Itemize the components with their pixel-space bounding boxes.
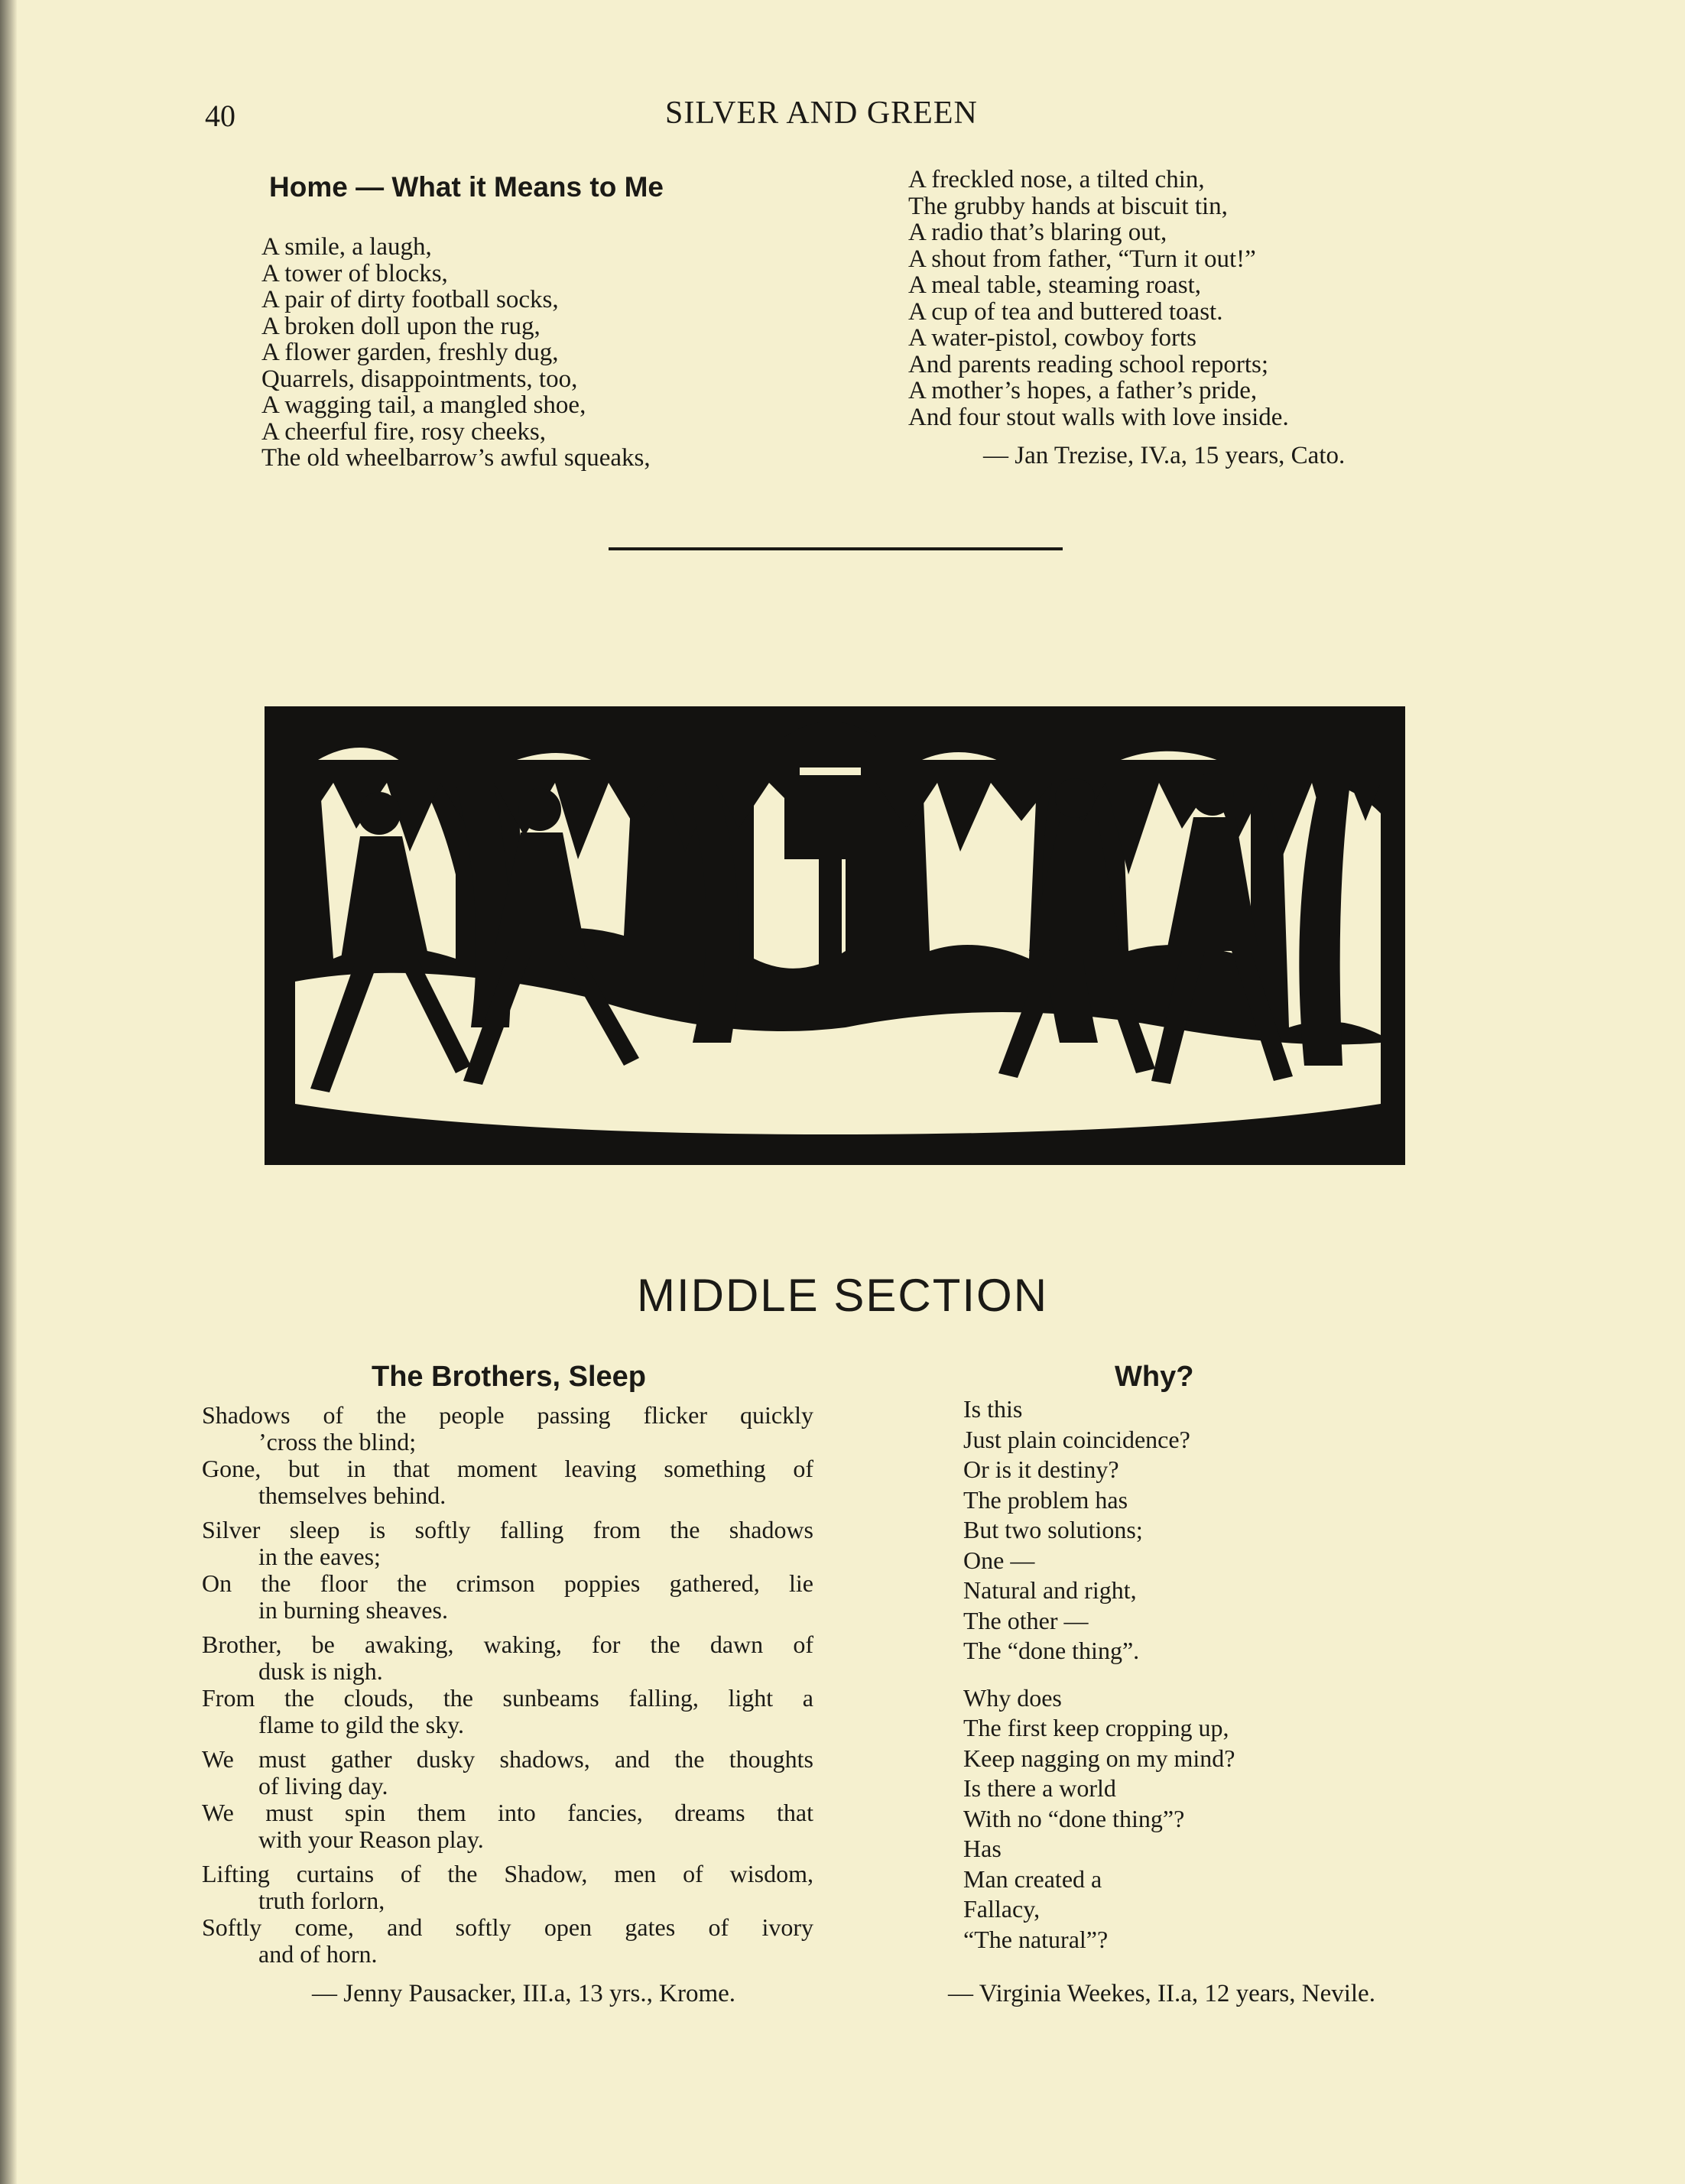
why-poem-byline: — Virginia Weekes, II.a, 12 years, Nevile. xyxy=(948,1980,1375,2007)
poem-line: A mother’s hopes, a father’s pride, xyxy=(908,377,1258,404)
poem-line: A broken doll upon the rug, xyxy=(261,312,541,340)
poem-line-continuation: of living day. xyxy=(258,1772,388,1799)
poem-line: A radio that’s blaring out, xyxy=(908,219,1167,246)
poem-line: Why does xyxy=(963,1683,1062,1712)
why-poem-lines xyxy=(963,1394,1235,1955)
poem-line: Softly come, and softly open gates of ivory xyxy=(202,1913,813,1941)
poem-line-continuation: and of horn. xyxy=(258,1940,378,1968)
poem-stanza xyxy=(202,1570,813,1624)
poem-line: The “done thing”. xyxy=(963,1637,1140,1664)
poem-line: The old wheelbarrow’s awful squeaks, xyxy=(261,444,651,472)
poem-line: A smile, a laugh, xyxy=(261,233,432,261)
stanza-break xyxy=(963,1666,1235,1683)
poem-line: Lifting curtains of the Shadow, men of wisdom, xyxy=(202,1860,813,1887)
poem-line: A cheerful fire, rosy cheeks, xyxy=(261,417,547,446)
page-binding-edge xyxy=(0,0,17,2184)
poem-line: And four stout walls with love inside. xyxy=(908,403,1289,431)
poem-line-continuation: with your Reason play. xyxy=(258,1825,484,1853)
poem-line: A water-pistol, cowboy forts xyxy=(908,324,1196,352)
poem-line: A meal table, steaming roast, xyxy=(908,271,1202,299)
poem-line: A wagging tail, a mangled shoe, xyxy=(261,391,586,419)
poem-line-continuation: flame to gild the sky. xyxy=(258,1711,464,1738)
home-poem-byline: — Jan Trezise, IV.a, 15 years, Cato. xyxy=(983,442,1346,469)
poem-line: Fallacy, xyxy=(963,1895,1041,1923)
poem-stanza xyxy=(202,1517,813,1570)
poem-line: Silver sleep is softly falling from the shadows xyxy=(202,1516,813,1543)
home-poem-title: Home — What it Means to Me xyxy=(269,171,664,203)
poem-line: On the floor the crimson poppies gathered, lie xyxy=(202,1569,813,1597)
poem-line: Or is it destiny? xyxy=(963,1455,1119,1483)
poem-line-continuation: in burning sheaves. xyxy=(258,1596,448,1624)
poem-line: A pair of dirty football socks, xyxy=(261,286,559,313)
poem-line: Natural and right, xyxy=(963,1576,1137,1604)
poem-line: Is this xyxy=(963,1395,1023,1423)
poem-line: A cup of tea and buttered toast. xyxy=(908,297,1223,326)
why-poem-title: Why? xyxy=(1115,1361,1194,1393)
poem-stanza xyxy=(202,1861,813,1914)
brothers-poem-byline: — Jenny Pausacker, III.a, 13 yrs., Krome. xyxy=(312,1980,736,2007)
poem-line: Quarrels, disappointments, too, xyxy=(261,365,578,393)
poem-line: Gone, but in that moment leaving something of xyxy=(202,1455,813,1482)
running-header-title: SILVER AND GREEN xyxy=(665,96,978,131)
poem-line: Shadows of the people passing flicker quickly xyxy=(202,1401,813,1429)
poem-line: A flower garden, freshly dug, xyxy=(261,339,559,366)
poem-line: One — xyxy=(963,1546,1035,1574)
poem-line: The grubby hands at biscuit tin, xyxy=(908,192,1228,220)
poem-line: Just plain coincidence? xyxy=(963,1425,1190,1453)
poem-line: With no “done thing”? xyxy=(963,1804,1185,1832)
poem-line: The other — xyxy=(963,1606,1089,1634)
poem-stanza xyxy=(202,1631,813,1685)
home-poem-right-column xyxy=(908,167,1289,430)
poem-stanza xyxy=(202,1746,813,1799)
poem-line-continuation: themselves behind. xyxy=(258,1481,446,1509)
poem-line: A tower of blocks, xyxy=(261,259,448,287)
section-divider-rule xyxy=(609,547,1063,550)
home-poem-left-column xyxy=(261,234,651,472)
poem-line-continuation: ’cross the blind; xyxy=(258,1428,417,1455)
poem-stanza xyxy=(202,1799,813,1853)
poem-stanza xyxy=(202,1914,813,1968)
poem-line: We must spin them into fancies, dreams that xyxy=(202,1799,813,1826)
poem-line: Has xyxy=(963,1835,1002,1862)
silhouette-illustration-icon xyxy=(265,706,1405,1165)
poem-line: But two solutions; xyxy=(963,1516,1143,1543)
poem-line-continuation: in the eaves; xyxy=(258,1543,381,1570)
poem-stanza xyxy=(202,1685,813,1738)
poem-line: The problem has xyxy=(963,1485,1128,1514)
poem-line: We must gather dusky shadows, and the thoughts xyxy=(202,1745,813,1773)
poem-line: Brother, be awaking, waking, for the dawn of xyxy=(202,1631,813,1658)
poem-line: A shout from father, “Turn it out!” xyxy=(908,245,1256,273)
section-heading: MIDDLE SECTION xyxy=(636,1270,1049,1321)
poem-line: And parents reading school reports; xyxy=(908,350,1269,378)
poem-line: Man created a xyxy=(963,1864,1102,1893)
poem-line: The first keep cropping up, xyxy=(963,1714,1229,1741)
page-number: 40 xyxy=(205,99,235,133)
poem-stanza xyxy=(202,1455,813,1509)
poem-line-continuation: dusk is nigh. xyxy=(258,1657,383,1685)
poem-stanza xyxy=(202,1402,813,1455)
poem-line: “The natural”? xyxy=(963,1925,1109,1953)
poem-line-continuation: truth forlorn, xyxy=(258,1887,385,1914)
poem-line: Keep nagging on my mind? xyxy=(963,1744,1235,1772)
poem-line: From the clouds, the sunbeams falling, light a xyxy=(202,1684,813,1712)
brothers-poem-title: The Brothers, Sleep xyxy=(372,1361,646,1393)
poem-line: Is there a world xyxy=(963,1774,1116,1802)
poem-line: A freckled nose, a tilted chin, xyxy=(908,166,1205,193)
